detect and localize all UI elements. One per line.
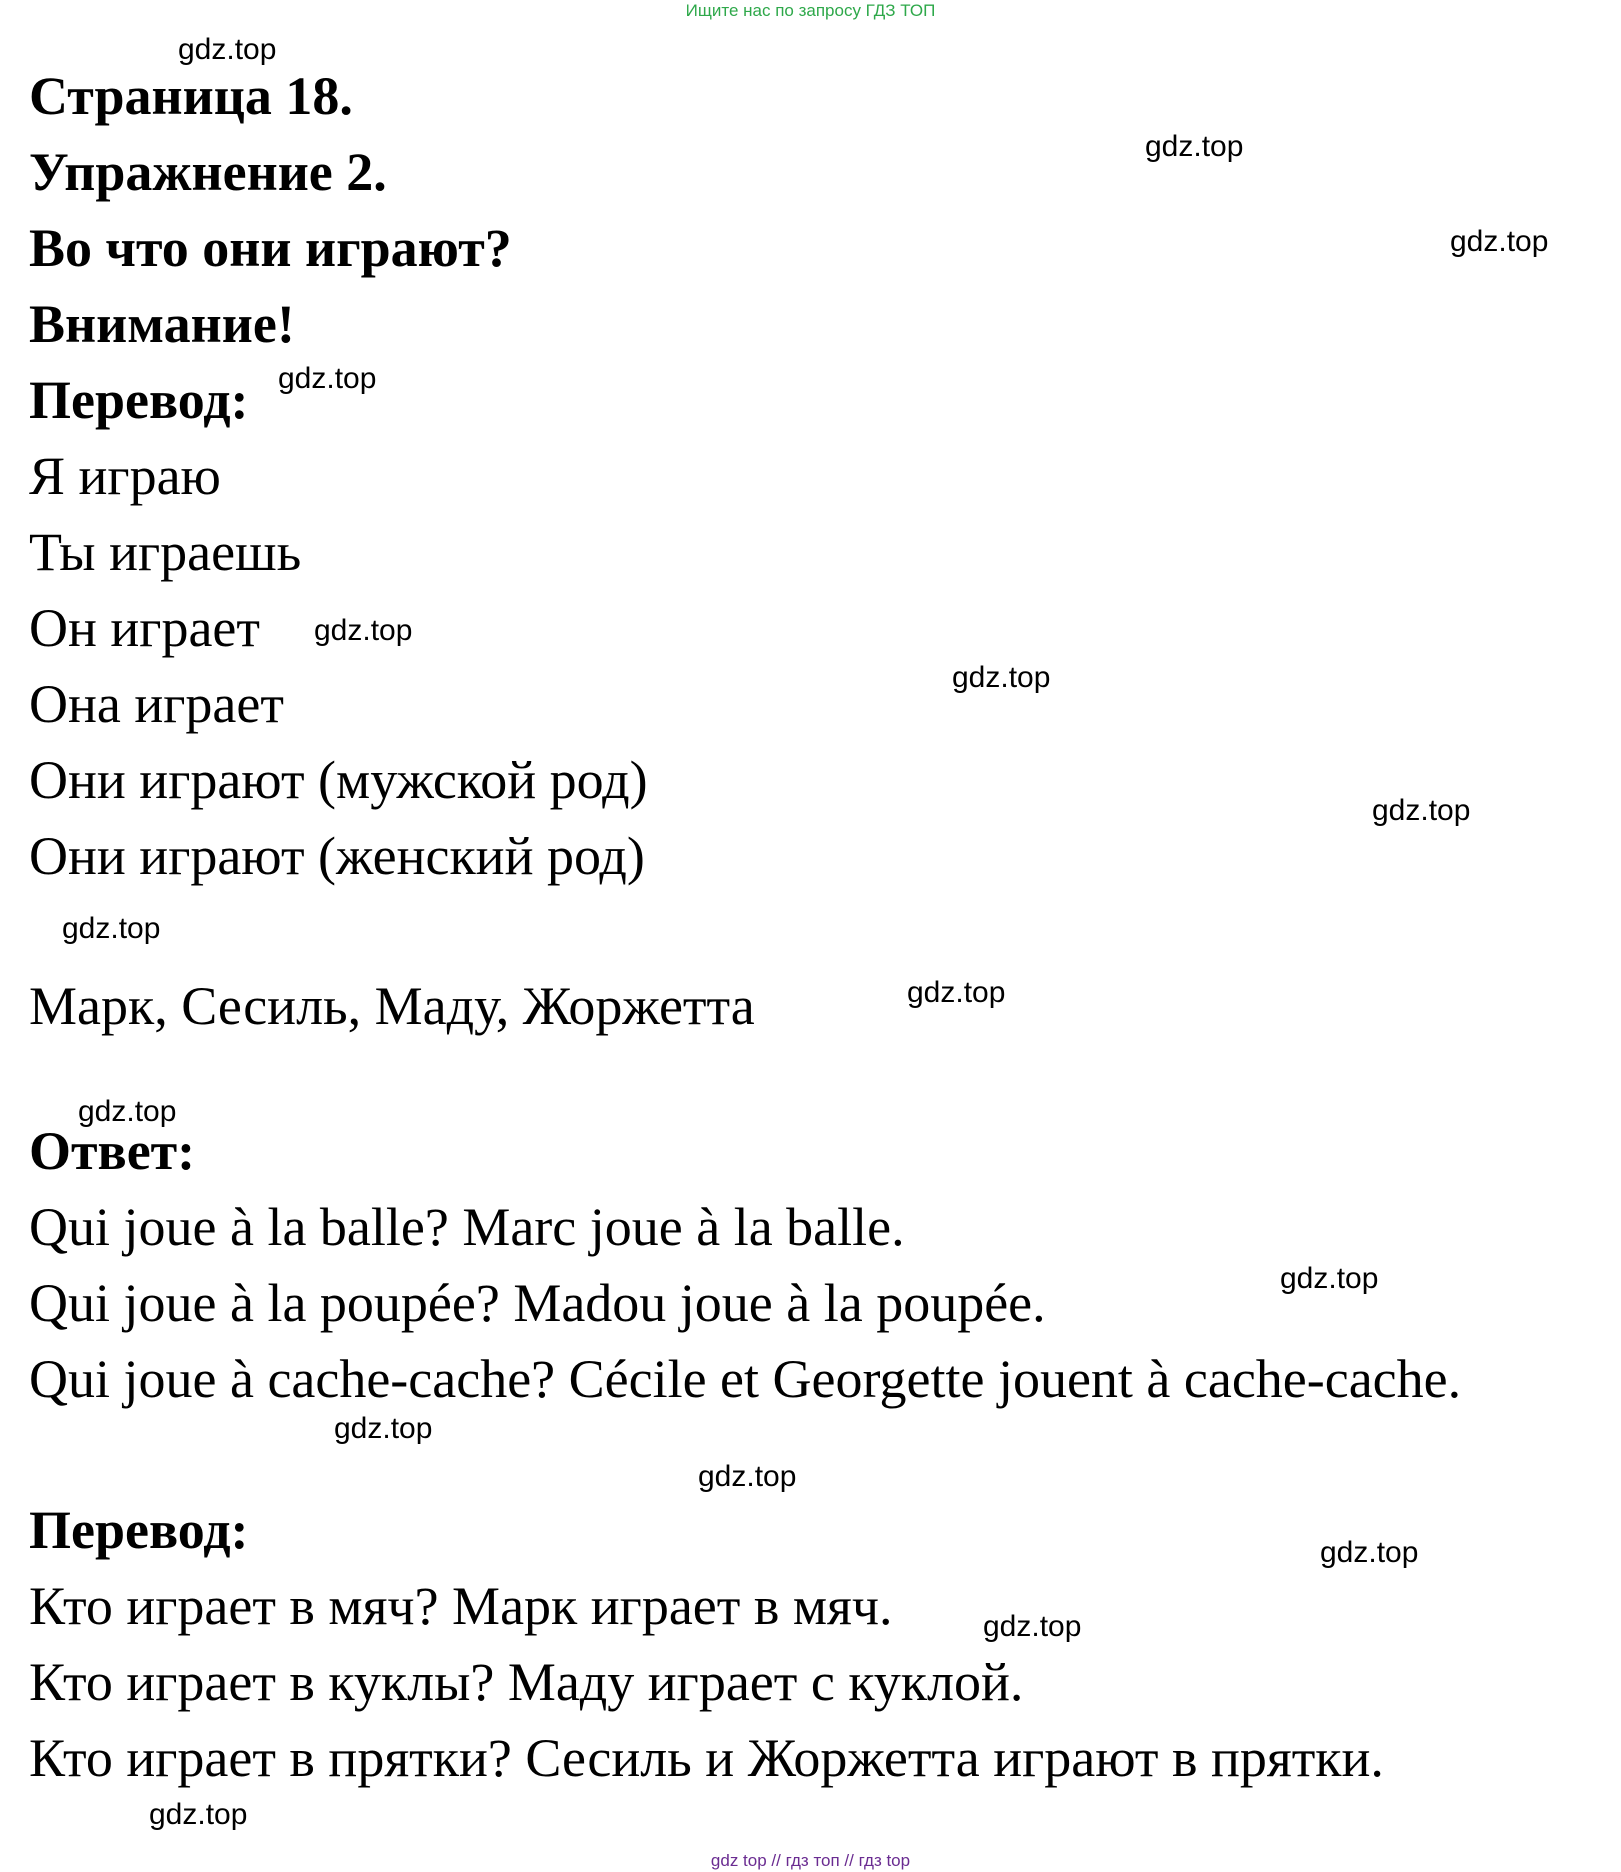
watermark: gdz.top: [698, 1460, 797, 1493]
watermark: gdz.top: [1372, 794, 1471, 827]
conjugation-line: Ты играешь: [29, 522, 302, 582]
spacer: [29, 1044, 1461, 1113]
attention-heading: Внимание!: [29, 294, 295, 354]
watermark: gdz.top: [1280, 1262, 1379, 1295]
conjugation-line: Они играют (женский род): [29, 826, 645, 886]
translation-label: Перевод:: [29, 1500, 249, 1560]
watermark: gdz.top: [1450, 225, 1549, 258]
watermark: gdz.top: [78, 1095, 177, 1128]
document-body: [29, 58, 1461, 1796]
conjugation-line: Он играет: [29, 598, 260, 658]
answer-line: Qui joue à la balle? Marc joue à la balle.: [29, 1197, 905, 1257]
translation-line: Кто играет в куклы? Маду играет с куклой.: [29, 1652, 1024, 1712]
watermark: gdz.top: [278, 362, 377, 395]
names-line: Марк, Сесиль, Маду, Жоржетта: [29, 976, 755, 1036]
conjugation-line: Они играют (мужской род): [29, 750, 648, 810]
watermark: gdz.top: [983, 1610, 1082, 1643]
question-heading: Во что они играют?: [29, 218, 512, 278]
conjugation-line: Я играю: [29, 446, 221, 506]
watermark: gdz.top: [907, 976, 1006, 1009]
watermark: gdz.top: [314, 614, 413, 647]
watermark: gdz.top: [334, 1412, 433, 1445]
watermark: gdz.top: [149, 1798, 248, 1831]
watermark: gdz.top: [952, 661, 1051, 694]
translation-label-top: Перевод:: [29, 370, 249, 430]
spacer: [29, 894, 1461, 968]
page-title: Страница 18.: [29, 66, 353, 126]
exercise-title: Упражнение 2.: [29, 142, 387, 202]
answer-line: Qui joue à la poupée? Madou joue à la poupée.: [29, 1273, 1046, 1333]
watermark: gdz.top: [1320, 1536, 1419, 1569]
footer-watermark: gdz top // гдз топ // гдз top: [710, 1851, 911, 1870]
answer-line: Qui joue à cache-cache? Cécile et Georgette jouent à cache-cache.: [29, 1349, 1462, 1409]
conjugation-line: Она играет: [29, 674, 284, 734]
top-banner: Ищите нас по запросу ГДЗ ТОП: [685, 1, 936, 20]
translation-line: Кто играет в мяч? Марк играет в мяч.: [29, 1576, 893, 1636]
watermark: gdz.top: [62, 912, 161, 945]
translation-line: Кто играет в прятки? Сесиль и Жоржетта играют в прятки.: [29, 1728, 1384, 1788]
answer-label: Ответ:: [29, 1121, 196, 1181]
watermark: gdz.top: [178, 33, 277, 66]
watermark: gdz.top: [1145, 130, 1244, 163]
